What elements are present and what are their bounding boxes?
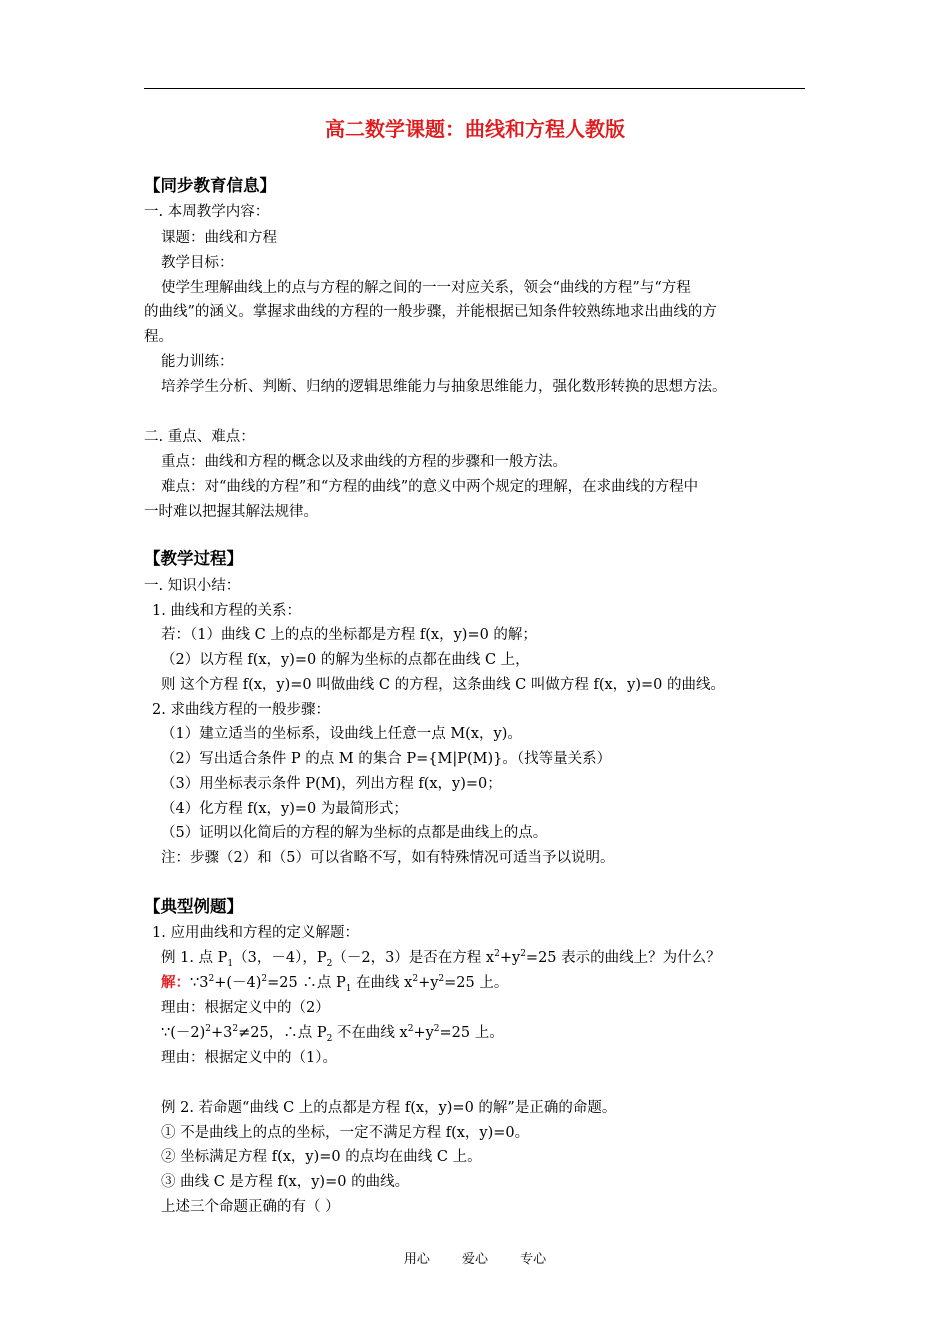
text-line: 培养学生分析、判断、归纳的逻辑思维能力与抽象思维能力，强化数形转换的思想方法。 <box>161 379 727 395</box>
text-line: 1. 应用曲线和方程的定义解题： <box>152 925 359 941</box>
example-1-solution: 解：$\because 3^2+(-4)^2=25$ ∴点 $P_1$ 在曲线 $x^2+y^2=25$ 上。 <box>161 974 509 994</box>
text-line: 一. 知识小结： <box>144 578 241 594</box>
text-line: （5）证明以化简后的方程的解为坐标的点都是曲线上的点。 <box>161 825 548 841</box>
section-heading-teaching-process: 【教学过程】 <box>144 549 243 568</box>
section-heading-examples: 【典型例题】 <box>144 897 243 916</box>
text-line: （2）以方程 f(x，y)=0 的解为坐标的点都在曲线 C 上， <box>161 652 530 668</box>
text-line: 一. 本周教学内容： <box>144 204 270 220</box>
example-1-line2: $\because(-2)^2+3^2\ne 25$，∴点 $P_2$ 不在曲线 $x^2+y^2=25$ 上。 <box>161 1024 504 1044</box>
footer-item: 用心 <box>403 1252 430 1267</box>
section-heading-sync-info: 【同步教育信息】 <box>144 176 276 195</box>
text-line: 2. 求曲线方程的一般步骤： <box>152 702 330 718</box>
text-line: （1）建立适当的坐标系，设曲线上任意一点 M(x，y)。 <box>161 726 522 742</box>
text-line: （4）化方程 f(x，y)=0 为最简形式； <box>161 801 408 817</box>
option-1: ① 不是曲线上的点的坐标，一定不满足方程 f(x，y)=0。 <box>161 1125 530 1141</box>
text-line: 使学生理解曲线上的点与方程的解之间的一一对应关系，领会“曲线的方程”与“方程 <box>161 280 691 296</box>
solution-label: 解： <box>161 974 190 991</box>
footer-item: 爱心 <box>461 1252 488 1267</box>
option-3: ③ 曲线 C 是方程 f(x，y)=0 的曲线。 <box>161 1174 410 1190</box>
text-line: （3）用坐标表示条件 P(M)，列出方程 f(x，y)=0； <box>161 776 502 792</box>
text-line: 程。 <box>144 329 173 345</box>
text-line: 则 这个方程 f(x，y)=0 叫做曲线 C 的方程，这条曲线 C 叫做方程 f(x，y)=0 的曲线。 <box>161 677 726 693</box>
text-line: 1. 曲线和方程的关系： <box>152 603 301 619</box>
text-line: 理由：根据定义中的（1）。 <box>161 1050 337 1066</box>
page-footer <box>0 1248 950 1267</box>
text-line: 注：步骤（2）和（5）可以省略不写，如有特殊情况可适当予以说明。 <box>161 850 615 866</box>
text-line: 课题：曲线和方程 <box>161 230 277 246</box>
text-line: 能力训练： <box>161 354 234 370</box>
text-line: 一时难以把握其解法规律。 <box>144 504 318 520</box>
example-1-question: 例 1. 点 $P_1(3$，－4），$P_2(-2$，3）是否在方程 $x^2+y^2=25$ 表示的曲线上？为什么？ <box>161 949 721 969</box>
option-2: ② 坐标满足方程 f(x，y)=0 的点均在曲线 C 上。 <box>161 1149 482 1165</box>
question-prompt: 上述三个命题正确的有（ ） <box>161 1199 340 1215</box>
example-2-question: 例 2. 若命题“曲线 C 上的点都是方程 f(x，y)=0 的解”是正确的命题。 <box>161 1100 617 1116</box>
text-line: （2）写出适合条件 P 的点 M 的集合 P={M|P(M)}。（找等量关系） <box>161 751 612 767</box>
text-line: 的曲线”的涵义。掌握求曲线的方程的一般步骤，并能根据已知条件较熟练地求出曲线的方 <box>144 304 717 320</box>
text-line: 理由：根据定义中的（2） <box>161 1000 330 1016</box>
footer-item: 专心 <box>520 1252 547 1267</box>
text-line: 难点：对“曲线的方程”和“方程的曲线”的意义中两个规定的理解，在求曲线的方程中 <box>161 479 699 495</box>
header-rule <box>144 88 805 89</box>
text-line: 若：（1）曲线 C 上的点的坐标都是方程 f(x，y)=0 的解； <box>161 627 537 643</box>
text-line: 重点：曲线和方程的概念以及求曲线的方程的步骤和一般方法。 <box>161 454 567 470</box>
page-title: 高二数学课题：曲线和方程人教版 <box>325 117 625 141</box>
text-line: 二. 重点、难点： <box>144 429 255 445</box>
text-line: 教学目标： <box>161 255 234 271</box>
